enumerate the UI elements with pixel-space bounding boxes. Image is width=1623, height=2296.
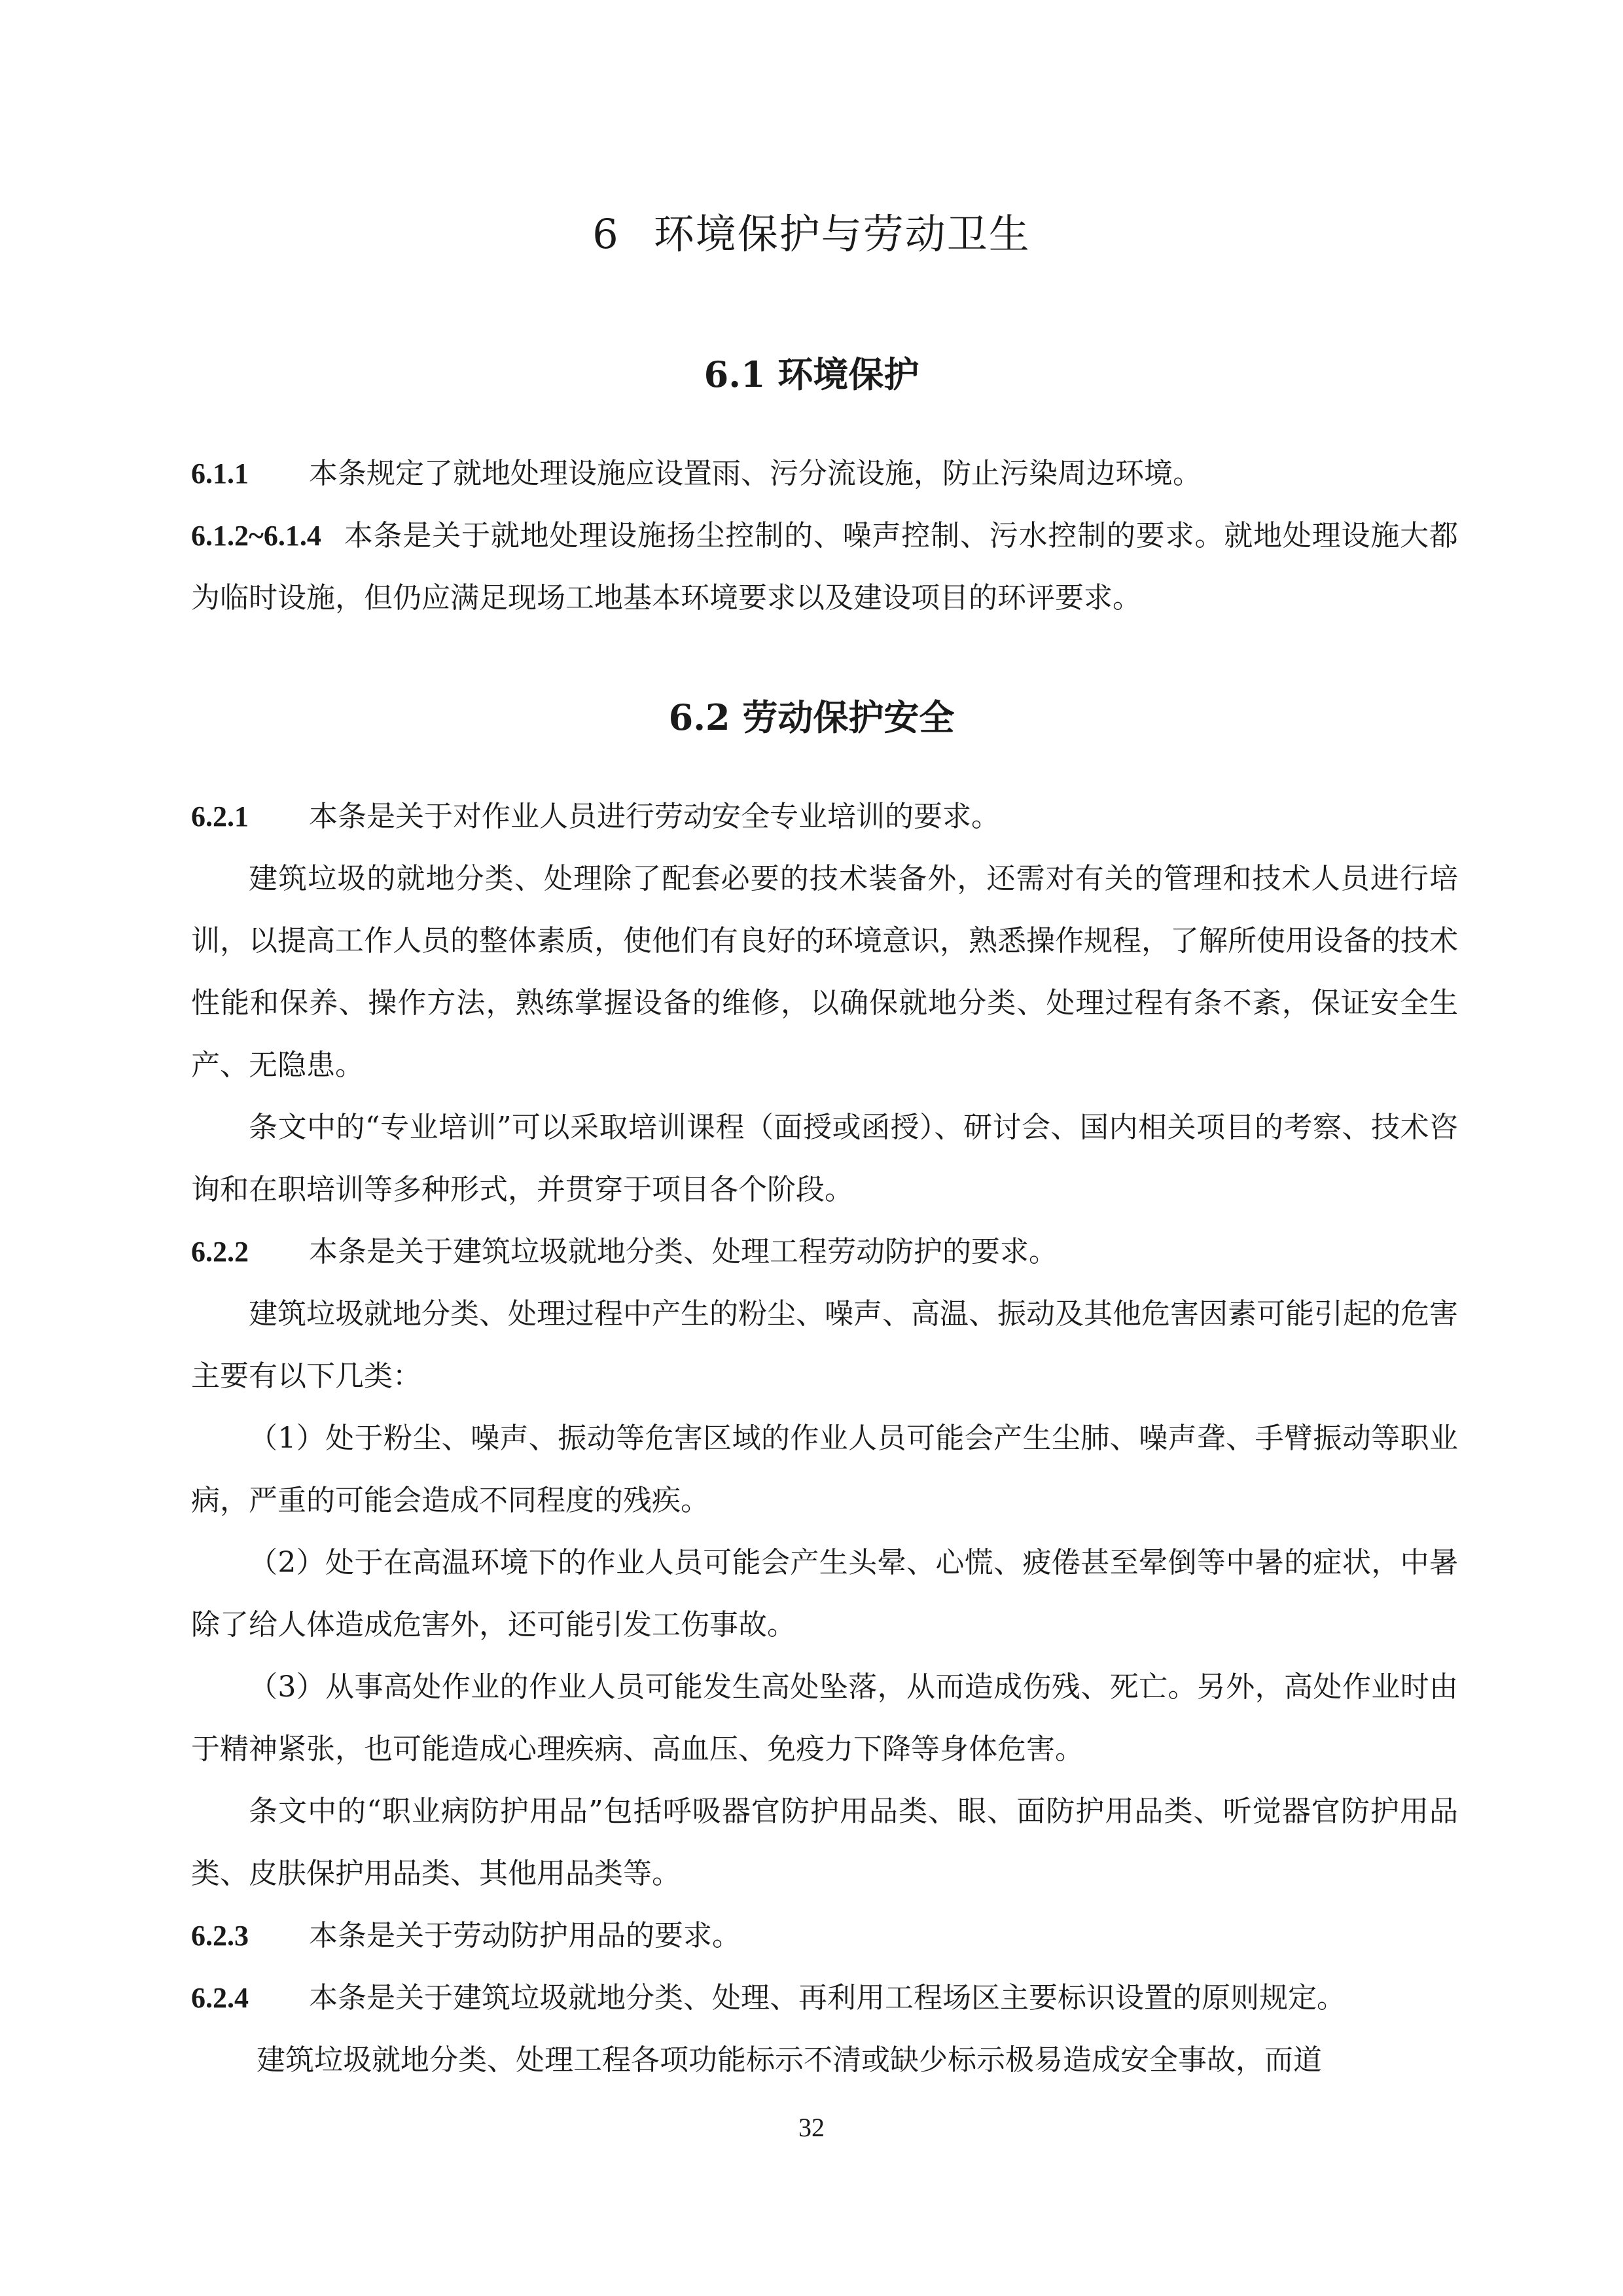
paragraph-protective-equipment: 条文中的“职业病防护用品”包括呼吸器官防护用品类、眼、面防护用品类、听觉器官防护用品类、皮肤保护用品类、其他用品类等。 xyxy=(191,1795,1458,1890)
clause-number: 6.1.2~6.1.4 xyxy=(191,520,321,552)
clause-text: 本条是关于就地处理设施扬尘控制的、噪声控制、污水控制的要求。就地处理设施大都为临时设施，但仍应满足现场工地基本环境要求以及建设项目的环评要求。 xyxy=(191,519,1458,615)
clause-text: 本条是关于劳动防护用品的要求。 xyxy=(309,1919,741,1952)
clause-6-2-4 xyxy=(191,1967,1458,2029)
paragraph-training-forms: 条文中的“专业培训”可以采取培训课程（面授或函授）、研讨会、国内相关项目的考察、技术咨询和在职培训等多种形式，并贯穿于项目各个阶段。 xyxy=(191,1111,1458,1206)
paragraph-training: 建筑垃圾的就地分类、处理除了配套必要的技术装备外，还需对有关的管理和技术人员进行培训，以提高工作人员的整体素质，使他们有良好的环境意识，熟悉操作规程，了解所使用设备的技术性能和保养、操作方法，熟练掌握设备的维修，以确保就地分类、处理过程有条不紊，保证安全生产、无隐患。 xyxy=(191,862,1458,1082)
clause-number: 6.2.4 xyxy=(191,1982,249,2014)
clause-6-1-2 xyxy=(191,505,1458,629)
clause-number: 6.1.1 xyxy=(191,457,249,490)
page-number: 32 xyxy=(798,2113,825,2142)
clause-6-1-1 xyxy=(191,442,1458,505)
paragraph-signage: 建筑垃圾就地分类、处理工程各项功能标示不清或缺少标示极易造成安全事故，而道 xyxy=(257,2043,1322,2077)
clause-text: 本条是关于建筑垃圾就地分类、处理工程劳动防护的要求。 xyxy=(309,1235,1058,1268)
chapter-number: 6 xyxy=(592,210,620,258)
clause-text: 本条是关于对作业人员进行劳动安全专业培训的要求。 xyxy=(309,800,1000,833)
section-heading-6-1: 6.1 环境保护 xyxy=(704,353,919,395)
paragraph-hazards-intro: 建筑垃圾就地分类、处理过程中产生的粉尘、噪声、高温、振动及其他危害因素可能引起的危害主要有以下几类： xyxy=(191,1297,1458,1393)
clause-6-2-1 xyxy=(191,785,1458,848)
chapter-title-text: 环境保护与劳动卫生 xyxy=(653,210,1031,258)
section-heading-6-2: 6.2 劳动保护安全 xyxy=(668,696,955,738)
clause-number: 6.2.1 xyxy=(191,800,249,833)
clause-6-2-3 xyxy=(191,1905,1458,1967)
clause-number: 6.2.3 xyxy=(191,1920,249,1952)
chapter-title xyxy=(0,208,1623,260)
paragraph-hazard-1: （1）处于粉尘、噪声、振动等危害区域的作业人员可能会产生尘肺、噪声聋、手臂振动等职业病，严重的可能会造成不同程度的残疾。 xyxy=(191,1422,1458,1517)
clause-number: 6.2.2 xyxy=(191,1236,249,1268)
clause-text: 本条规定了就地处理设施应设置雨、污分流设施，防止污染周边环境。 xyxy=(309,457,1202,490)
clause-text: 本条是关于建筑垃圾就地分类、处理、再利用工程场区主要标识设置的原则规定。 xyxy=(309,1981,1346,2015)
paragraph-hazard-3: （3）从事高处作业的作业人员可能发生高处坠落，从而造成伤残、死亡。另外，高处作业时由于精神紧张，也可能造成心理疾病、高血压、免疫力下降等身体危害。 xyxy=(191,1670,1458,1766)
paragraph-hazard-2: （2）处于在高温环境下的作业人员可能会产生头晕、心慌、疲倦甚至晕倒等中暑的症状，中暑除了给人体造成危害外，还可能引发工伤事故。 xyxy=(191,1546,1458,1641)
clause-6-2-2 xyxy=(191,1221,1458,1283)
